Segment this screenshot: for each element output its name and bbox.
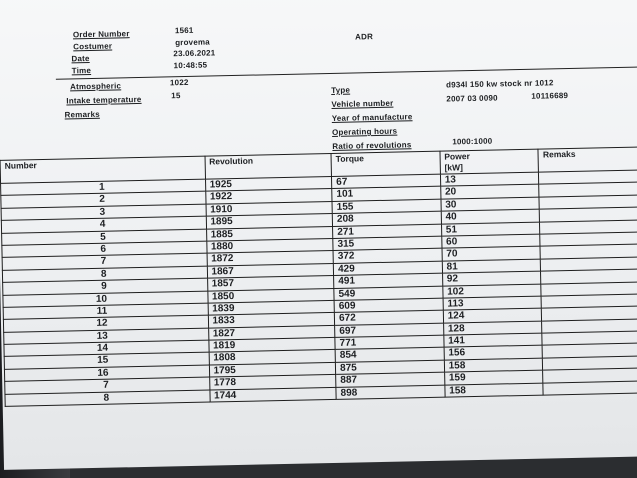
row-power: 60 — [441, 234, 540, 248]
row-torque: 155 — [332, 199, 441, 214]
row-revolution: 1880 — [206, 238, 333, 253]
time-value: 10:48:55 — [173, 60, 208, 71]
row-revolution: 1827 — [208, 325, 335, 340]
intake-value: 15 — [171, 91, 181, 101]
row-torque: 491 — [334, 273, 443, 288]
col-power — [440, 149, 539, 174]
vehicle-number-label: Vehicle number — [331, 98, 394, 109]
row-number: 15 — [4, 353, 209, 370]
col-revolution: Revolution — [205, 153, 332, 179]
row-revolution: 1795 — [209, 362, 336, 377]
row-power: 30 — [441, 197, 540, 211]
company-value: ADR — [354, 32, 374, 42]
vehicle-number-value: 2007 03 0090 — [446, 93, 498, 104]
vehicle-number-value-2: 10116689 — [531, 91, 569, 101]
customer-label: Costumer — [73, 41, 113, 52]
row-number: 10 — [3, 291, 208, 308]
row-number: 12 — [3, 315, 208, 332]
row-power: 156 — [444, 346, 543, 360]
row-torque: 67 — [332, 174, 441, 189]
row-number: 8 — [2, 266, 207, 283]
col-torque: Torque — [331, 151, 440, 176]
row-power: 128 — [443, 321, 542, 335]
row-number: 3 — [1, 204, 206, 221]
row-number: 9 — [3, 278, 208, 295]
row-revolution: 1867 — [207, 263, 334, 278]
type-value: d934l 150 kw stock nr 1012 — [445, 78, 554, 90]
row-number: 7 — [2, 253, 207, 270]
row-number: 6 — [2, 241, 207, 258]
row-revolution: 1833 — [208, 313, 335, 328]
row-power: 70 — [442, 246, 541, 260]
customer-value: grovema — [175, 37, 210, 48]
row-torque: 898 — [336, 385, 445, 400]
row-torque: 697 — [335, 323, 444, 338]
remarks-label: Remarks — [64, 109, 100, 120]
atmospheric-value: 1022 — [169, 77, 189, 88]
row-power: 141 — [444, 333, 543, 347]
date-label: Date — [71, 54, 90, 64]
row-power: 124 — [443, 308, 542, 322]
row-number: 14 — [4, 340, 209, 357]
row-torque: 315 — [333, 236, 442, 251]
row-number: 2 — [1, 192, 206, 209]
row-revolution: 1819 — [208, 338, 335, 353]
row-number: 7 — [5, 377, 210, 394]
row-torque: 672 — [334, 310, 443, 325]
row-torque: 372 — [333, 249, 442, 264]
order-number-label: Order Number — [72, 29, 130, 40]
row-number: 1 — [1, 179, 206, 196]
row-power: 81 — [442, 259, 541, 273]
row-revolution: 1885 — [206, 226, 333, 241]
row-number: 4 — [1, 216, 206, 233]
row-revolution: 1895 — [206, 214, 333, 229]
row-remarks — [543, 380, 637, 395]
col-power-unit: [kW] — [444, 162, 464, 173]
type-label: Type — [331, 85, 351, 95]
col-power-title: Power — [444, 151, 470, 162]
row-revolution: 1922 — [205, 189, 332, 204]
row-power: 92 — [442, 271, 541, 285]
row-revolution: 1808 — [209, 350, 336, 365]
row-revolution: 1839 — [208, 300, 335, 315]
row-number: 5 — [2, 229, 207, 246]
measurement-table — [0, 146, 637, 407]
row-torque: 101 — [332, 187, 441, 202]
col-number: Number — [0, 156, 205, 183]
date-value: 23.06.2021 — [173, 48, 216, 59]
row-torque: 429 — [333, 261, 442, 276]
row-power: 40 — [441, 209, 540, 223]
intake-label: Intake temperature — [66, 94, 142, 106]
row-torque: 609 — [334, 298, 443, 313]
row-revolution: 1925 — [205, 176, 332, 191]
order-number-value: 1561 — [174, 25, 194, 36]
ratio-label: Ratio of revolutions — [332, 140, 412, 151]
row-torque: 271 — [333, 224, 442, 239]
row-number: 8 — [5, 390, 210, 407]
row-power: 159 — [444, 370, 543, 384]
row-torque: 875 — [335, 360, 444, 375]
row-power: 20 — [440, 185, 539, 199]
year-label: Year of manufacture — [331, 112, 413, 123]
row-power: 102 — [443, 284, 542, 298]
row-power: 51 — [441, 222, 540, 236]
row-torque: 887 — [336, 372, 445, 387]
row-revolution: 1778 — [209, 375, 336, 390]
row-revolution: 1910 — [206, 201, 333, 216]
row-revolution: 1872 — [207, 251, 334, 266]
row-torque: 771 — [335, 335, 444, 350]
row-power: 158 — [444, 358, 543, 372]
row-torque: 854 — [335, 348, 444, 363]
row-revolution: 1850 — [207, 288, 334, 303]
row-number: 16 — [4, 365, 209, 382]
row-power: 158 — [445, 383, 544, 397]
row-number: 11 — [3, 303, 208, 320]
col-remarks: Remaks — [538, 147, 637, 172]
row-revolution: 1857 — [207, 276, 334, 291]
row-torque: 208 — [332, 211, 441, 226]
time-label: Time — [71, 65, 92, 76]
row-number: 13 — [4, 328, 209, 345]
row-revolution: 1744 — [209, 387, 336, 402]
row-torque: 549 — [334, 286, 443, 301]
row-power: 113 — [443, 296, 542, 310]
ratio-value: 1000:1000 — [452, 136, 493, 147]
atmospheric-label: Atmospheric — [69, 81, 122, 92]
operating-hours-label: Operating hours — [331, 126, 398, 137]
row-power: 13 — [440, 172, 539, 186]
